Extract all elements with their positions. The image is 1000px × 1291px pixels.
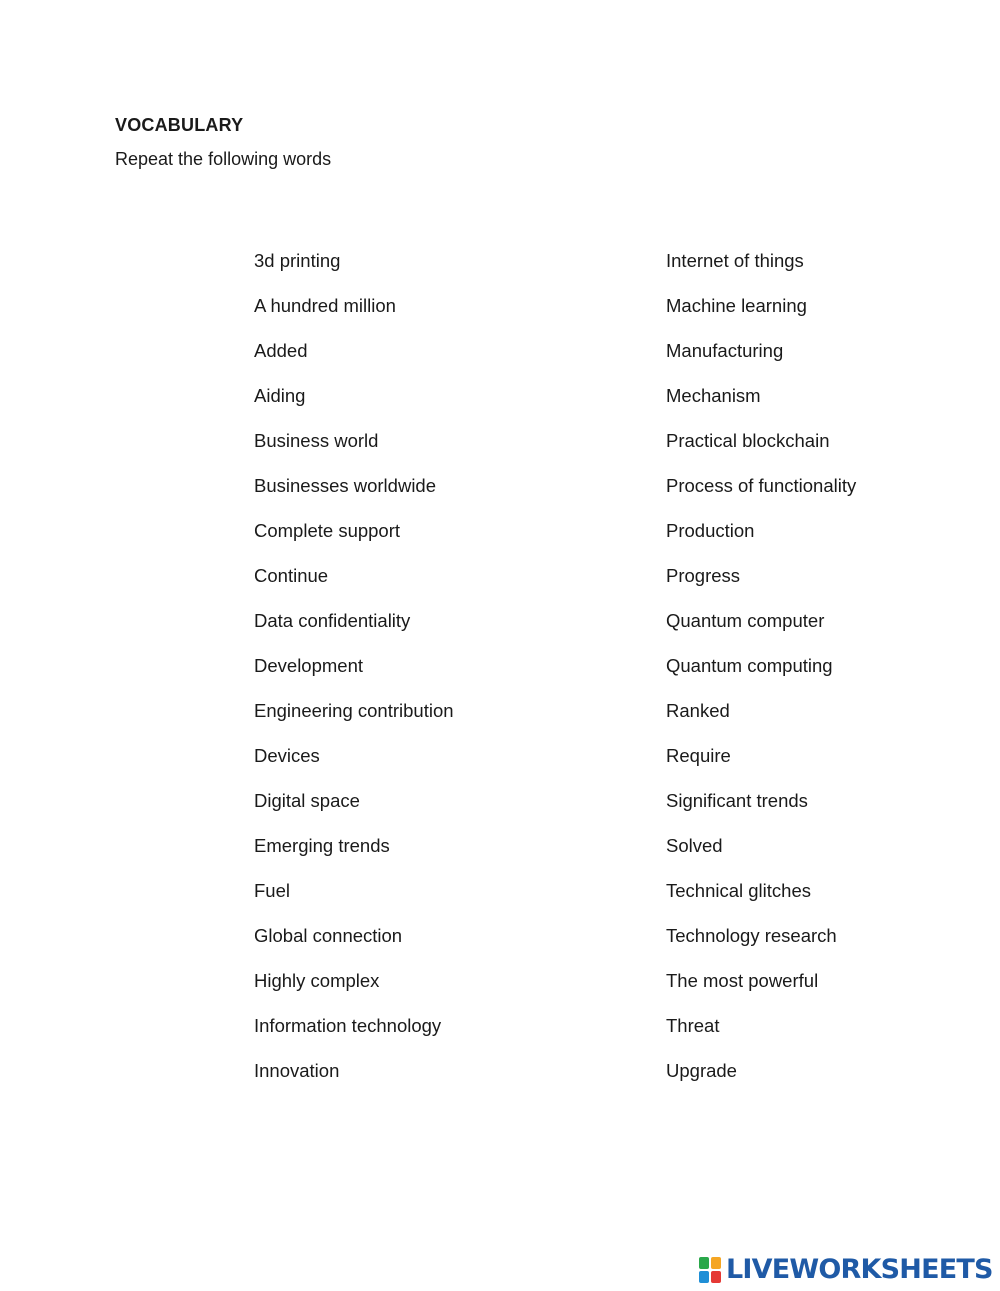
vocabulary-item: Progress (666, 565, 741, 586)
vocabulary-item: Complete support (254, 520, 401, 541)
vocabulary-item: 3d printing (254, 250, 341, 271)
vocabulary-item: Continue (254, 565, 329, 586)
liveworksheets-logo[interactable] (698, 1254, 994, 1286)
vocabulary-item: Significant trends (666, 790, 808, 811)
vocabulary-column-left (254, 250, 454, 1105)
vocabulary-item: Fuel (254, 880, 290, 901)
vocabulary-item: Engineering contribution (254, 700, 454, 721)
vocabulary-item: Threat (666, 1015, 720, 1036)
vocabulary-item: Require (666, 745, 731, 766)
vocabulary-item: Upgrade (666, 1060, 737, 1081)
logo-square-blue (699, 1271, 709, 1283)
vocabulary-item: Manufacturing (666, 340, 784, 361)
vocabulary-item: Business world (254, 430, 379, 451)
logo-text: LIVEWORKSHEETS (726, 1254, 993, 1285)
logo-square-red (711, 1271, 721, 1283)
vocabulary-item: Information technology (254, 1015, 442, 1036)
vocabulary-item: Process of functionality (666, 475, 857, 496)
vocabulary-item: Internet of things (666, 250, 804, 271)
logo-square-green (699, 1257, 709, 1269)
vocabulary-item: Emerging trends (254, 835, 390, 856)
vocabulary-item: Technology research (666, 925, 837, 946)
vocabulary-item: Production (666, 520, 755, 541)
vocabulary-item: Devices (254, 745, 320, 766)
vocabulary-item: Aiding (254, 385, 306, 406)
vocabulary-item: Technical glitches (666, 880, 811, 901)
logo-square-orange (711, 1257, 721, 1269)
vocabulary-column-right (666, 250, 856, 1105)
vocabulary-item: Quantum computer (666, 610, 825, 631)
liveworksheets-logo-icon (698, 1256, 722, 1284)
vocabulary-item: Quantum computing (666, 655, 833, 676)
vocabulary-item: Businesses worldwide (254, 475, 437, 496)
vocabulary-item: Solved (666, 835, 723, 856)
vocabulary-item: Highly complex (254, 970, 380, 991)
vocabulary-item: Mechanism (666, 385, 761, 406)
vocabulary-item: Global connection (254, 925, 403, 946)
vocabulary-item: Added (254, 340, 308, 361)
vocabulary-item: The most powerful (666, 970, 819, 991)
page-title: VOCABULARY (115, 115, 244, 135)
vocabulary-item: Practical blockchain (666, 430, 830, 451)
vocabulary-item: Data confidentiality (254, 610, 411, 631)
vocabulary-item: Digital space (254, 790, 360, 811)
instruction-text: Repeat the following words (115, 149, 332, 169)
vocabulary-item: A hundred million (254, 295, 396, 316)
vocabulary-item: Innovation (254, 1060, 340, 1081)
vocabulary-item: Machine learning (666, 295, 807, 316)
vocabulary-item: Ranked (666, 700, 730, 721)
vocabulary-item: Development (254, 655, 364, 676)
